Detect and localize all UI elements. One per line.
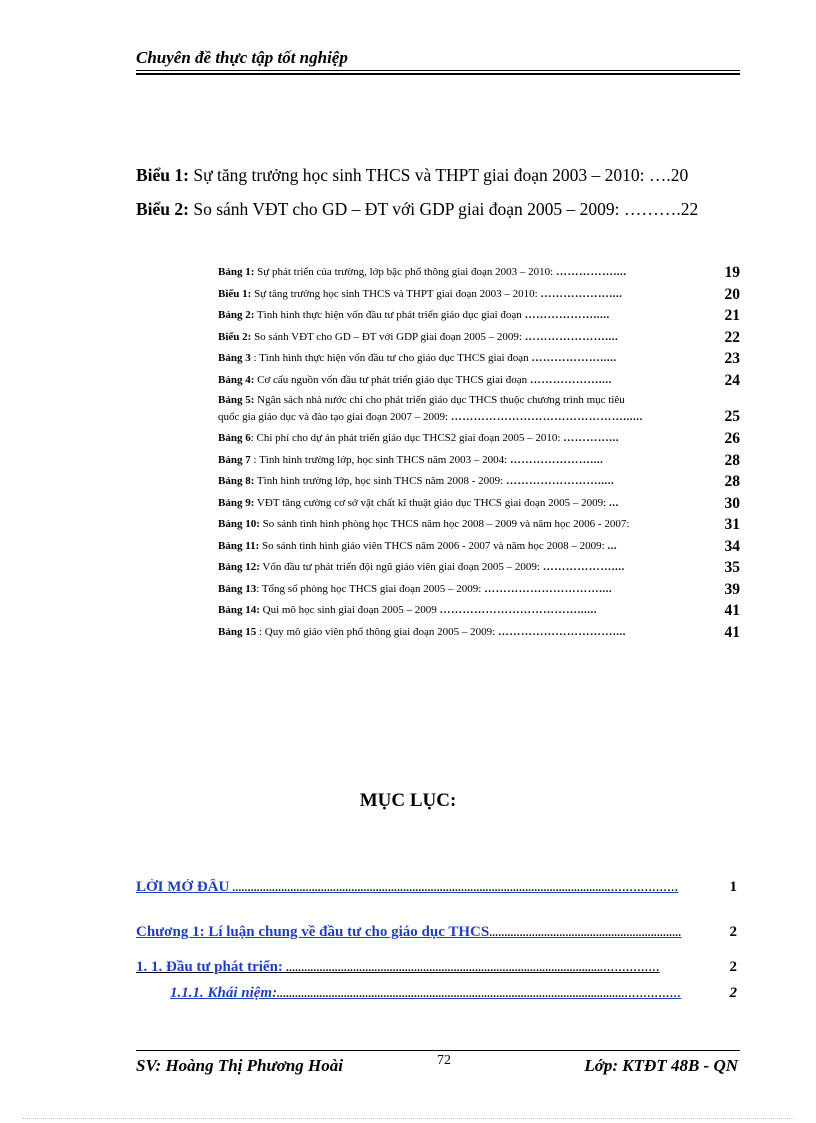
toc-link-text[interactable]: 1. 1. Đầu tư phát triển: <box>136 959 283 975</box>
table-list-item <box>218 305 740 327</box>
header-rule-thick <box>136 73 740 75</box>
item-dots: …………... <box>563 432 619 444</box>
table-list-item <box>218 391 740 428</box>
item-dots: ………………….... <box>524 330 619 343</box>
table-list-item <box>218 450 740 472</box>
toc-link-text[interactable]: 1.1.1. Khái niệm: <box>170 985 278 1001</box>
item-page: 39 <box>724 580 740 598</box>
header-title: Chuyên đề thực tập tốt nghiệp <box>136 48 348 67</box>
item-page: 20 <box>724 285 740 303</box>
page-number: 72 <box>437 1053 451 1068</box>
item-dots: ... <box>608 496 619 509</box>
tables-list <box>218 262 740 643</box>
item-dots: ………………………….... <box>484 582 613 595</box>
chart-label: Biểu 1: <box>136 165 189 185</box>
page-bottom-edge <box>22 1118 794 1119</box>
item-page: 19 <box>724 264 740 281</box>
item-page: 41 <box>724 623 740 641</box>
item-page: 28 <box>724 473 740 490</box>
item-text: So sánh tình hình phòng học THCS năm học 2008 – 2009 và năm học 2006 - 2007: <box>259 518 630 530</box>
item-label: Biểu 2: <box>218 330 252 343</box>
table-list-item <box>218 536 740 558</box>
table-list-item <box>218 428 740 450</box>
item-label: Bảng 7 <box>218 453 251 466</box>
item-page: 35 <box>724 559 740 576</box>
table-list-item <box>218 327 740 349</box>
item-line-1 <box>218 391 740 408</box>
item-dots: ………………..... <box>524 309 610 321</box>
table-list-item <box>218 622 740 644</box>
chart-list-item <box>136 199 740 220</box>
item-label: Bảng 8: <box>218 475 255 487</box>
item-text: Qui mô học sinh giai đoạn 2005 – 2009 <box>259 604 440 616</box>
item-label: Bảng 11: <box>218 539 260 552</box>
item-text: : Tổng số phòng học THCS giai đoạn 2005 – 2009: <box>256 582 485 595</box>
chart-list-item <box>136 165 740 186</box>
item-dots: ……………….... <box>540 287 623 300</box>
toc-link-text[interactable]: Chương 1: Lí luận chung về đầu tư cho giáo dục THCS <box>136 924 490 940</box>
item-text: Sự tăng trưởng học sinh THCS và THPT giai đoạn 2003 – 2010: <box>251 287 541 300</box>
item-text: Sự phát triển của trường, lớp bậc phổ thông giai đoạn 2003 – 2010: <box>254 266 556 278</box>
item-label: Bảng 6 <box>218 432 251 444</box>
footer-rule <box>136 1050 740 1051</box>
chart-text: Sự tăng trưởng học sinh THCS và THPT giai đoạn 2003 – 2010: ….20 <box>189 165 689 185</box>
item-dots: ……………………..... <box>505 475 615 487</box>
table-list-item <box>218 370 740 392</box>
item-text: : Tình hình thực hiện vốn đầu tư cho giáo dục THCS giai đoạn <box>250 352 532 364</box>
item-page: 23 <box>724 350 740 367</box>
item-dots: ………………….... <box>509 453 604 466</box>
item-page: 30 <box>724 494 740 512</box>
table-list-item <box>218 600 740 622</box>
item-page: 28 <box>724 451 740 469</box>
toc-leader: ........................................................................................................…………… <box>282 962 660 974</box>
item-label: Bảng 1: <box>218 266 255 278</box>
item-text: Ngân sách nhà nước chi cho phát triển giáo dục THCS thuộc chương trình mục tiêu <box>254 394 625 406</box>
table-list-item <box>218 493 740 515</box>
table-list-item <box>218 579 740 601</box>
item-text: : Quy mô giáo viên phổ thông giai đoạn 2005 – 2009: <box>256 625 498 638</box>
toc-leader: ..................................................................................................................…………… <box>277 988 682 1000</box>
item-page: 26 <box>724 430 740 447</box>
toc-link-chuong-1[interactable] <box>136 924 740 944</box>
item-dots: …………….... <box>555 266 627 278</box>
item-page: 25 <box>724 408 740 425</box>
toc-title: MỤC LỤC: <box>359 790 457 811</box>
item-line-2 <box>218 408 740 428</box>
table-list-item <box>218 262 740 284</box>
item-page: 21 <box>724 307 740 324</box>
item-label: Bảng 2: <box>218 309 255 321</box>
item-page: 22 <box>724 328 740 346</box>
item-text: Cơ cấu nguồn vốn đầu tư phát triển giáo dục THCS giai đoạn <box>254 373 530 386</box>
table-list-item <box>218 284 740 306</box>
item-label: Bảng 10: <box>218 518 260 530</box>
item-label: Bảng 4: <box>218 373 255 386</box>
table-list-item <box>218 514 740 536</box>
item-label: Bảng 15 <box>218 625 257 638</box>
toc-page: 2 <box>729 959 737 975</box>
item-page: 34 <box>724 537 740 555</box>
item-text-cont: quốc gia giáo dục và đào tạo giai đoạn 2007 – 2009: <box>218 411 451 423</box>
item-label: Biểu 1: <box>218 287 252 300</box>
item-label: Bảng 5: <box>218 394 255 406</box>
item-dots: ………………………………………...... <box>450 411 643 423</box>
header-rule-thin <box>136 70 740 71</box>
item-text: So sánh VĐT cho GD – ĐT với GDP giai đoạn 2005 – 2009: <box>251 330 525 343</box>
item-dots: ………………..... <box>531 352 617 364</box>
item-dots: ……………….... <box>529 373 612 386</box>
item-dots: ... <box>607 539 618 552</box>
toc-leader: ............................................................... <box>489 927 682 939</box>
toc-link-text[interactable]: LỜI MỞ ĐẦU <box>136 879 230 895</box>
item-text: Vốn đầu tư phát triển đội ngũ giáo viên giai đoạn 2005 – 2009: <box>259 561 543 573</box>
table-list-item <box>218 557 740 579</box>
toc-page: 1 <box>729 879 737 895</box>
item-label: Bảng 12: <box>218 561 260 573</box>
item-text: : Tình hình trường lớp, học sinh THCS năm 2003 – 2004: <box>250 453 510 466</box>
toc-page: 2 <box>729 985 737 1001</box>
table-list-item <box>218 471 740 493</box>
item-label: Bảng 14: <box>218 604 260 616</box>
table-list-item <box>218 348 740 370</box>
item-label: Bảng 13 <box>218 582 257 595</box>
footer-class: Lớp: KTĐT 48B - QN <box>584 1056 738 1075</box>
item-dots: ………………………….... <box>497 625 626 638</box>
chart-text: So sánh VĐT cho GD – ĐT với GDP giai đoạn 2005 – 2009: ……….22 <box>189 199 699 219</box>
toc-link-1-1-1[interactable] <box>170 985 740 1005</box>
item-text: : Chi phí cho dự án phát triển giáo dục THCS2 giai đoạn 2005 – 2010: <box>250 432 564 444</box>
toc-link-loi-mo-dau[interactable] <box>136 879 740 899</box>
footer-student: SV: Hoàng Thị Phương Hoài <box>136 1056 343 1075</box>
toc-page: 2 <box>729 924 737 940</box>
item-text: VĐT tăng cường cơ sở vật chất kĩ thuật giáo dục THCS giai đoạn 2005 – 2009: <box>254 496 609 509</box>
item-dots: ……………….... <box>542 561 625 573</box>
item-text: Tình hình trường lớp, học sinh THCS năm 2008 - 2009: <box>254 475 506 487</box>
chart-label: Biểu 2: <box>136 199 189 219</box>
toc-link-1-1[interactable] <box>136 959 740 979</box>
item-text: So sánh tình hình giáo viên THCS năm 2006 - 2007 và năm học 2008 – 2009: <box>259 539 608 552</box>
item-page: 31 <box>724 516 740 533</box>
item-page: 41 <box>724 602 740 619</box>
item-dots: ………………………………...... <box>439 604 598 616</box>
toc-leader: ............................................................................................................................……………… <box>229 882 679 894</box>
item-text: Tình hình thực hiện vốn đầu tư phát triển giáo dục giai đoạn <box>254 309 525 321</box>
item-page: 24 <box>724 371 740 389</box>
item-label: Bảng 3 <box>218 352 251 364</box>
item-label: Bảng 9: <box>218 496 255 509</box>
